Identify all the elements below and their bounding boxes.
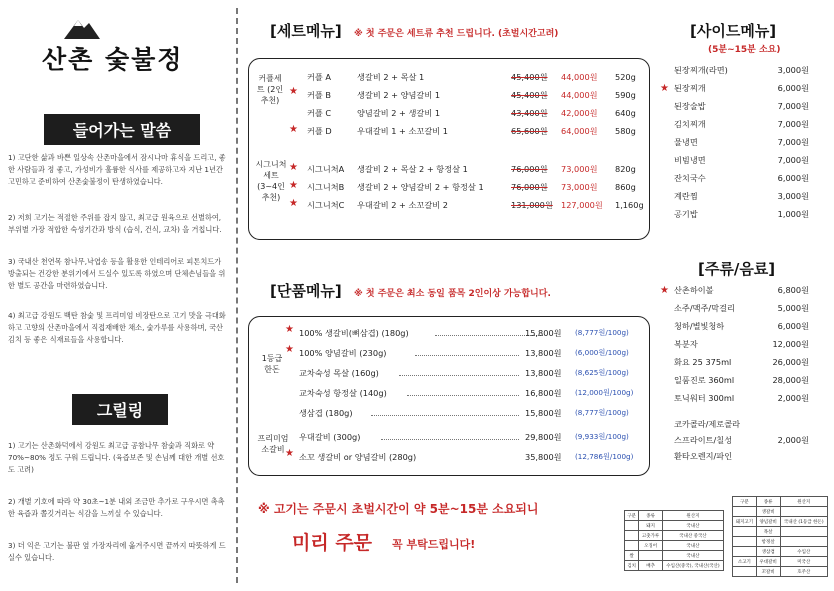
menu-row[interactable]: 우대갈비 (300g) 29,800원 (9,933원/100g) xyxy=(299,432,629,442)
side-menu-item[interactable]: 된장찌개 6,000원 xyxy=(674,83,809,93)
drinks-title: [주류/음료] xyxy=(698,260,776,278)
menu-row[interactable]: 시그니처B 생갈비 2 + 양념갈비 2 + 항정살 1 76,000원 73,000원 860g xyxy=(307,182,636,192)
side-menu-item[interactable]: 된장술밥 7,000원 xyxy=(674,101,809,111)
set-menu-title: [세트메뉴] xyxy=(270,22,342,40)
star-icon: ★ xyxy=(289,180,298,191)
menu-row[interactable]: 교차숙성 항정살 (140g) 16,800원 (12,000원/100g) xyxy=(299,388,634,398)
menu-row[interactable]: 시그니처C 우대갈비 2 + 소꼬갈비 2 131,000원 127,000원 1,160g xyxy=(307,200,644,210)
side-menu-item[interactable]: 비빔냉면 7,000원 xyxy=(674,155,809,165)
drink-item[interactable]: 소주/맥주/막걸리 5,000원 xyxy=(674,303,809,313)
drink-item[interactable]: 복분자 12,000원 xyxy=(674,339,809,349)
order-notice-line1: ※ 고기는 주문시 초벌시간이 약 5분~15분 소요되니 xyxy=(258,502,539,516)
hanwoo-group-label: 1등급 한돈 xyxy=(261,354,283,374)
side-menu-title: [사이드메뉴] xyxy=(690,22,777,40)
menu-row[interactable]: 커플 C 양념갈비 2 + 생갈비 1 43,400원 42,000원 640g xyxy=(307,108,636,118)
star-icon: ★ xyxy=(289,124,298,135)
brand-name: 산촌 숯불정 xyxy=(42,45,184,74)
menu-row[interactable]: 커플 D 우대갈비 1 + 소꼬갈비 1 65,600원 64,000원 580g xyxy=(307,126,636,136)
menu-row[interactable]: 시그니처A 생갈비 2 + 목살 2 + 항정살 1 76,000원 73,000원 820g xyxy=(307,164,636,174)
origin-table-right: 구분 종류 원산지 생갈비 돼지고기 양념갈비 국내산 (1등급 한돈) 목살 항정살 생삼겹 수입산 소고기 우대갈비 미국산 꼬갈비 호주산 xyxy=(732,496,828,577)
single-menu-title: [단품메뉴] xyxy=(270,282,342,300)
star-icon: ★ xyxy=(285,324,294,335)
side-menu-item[interactable]: 김치찌개 7,000원 xyxy=(674,119,809,129)
star-icon: ★ xyxy=(289,162,298,173)
side-menu-item[interactable]: 계란찜 3,000원 xyxy=(674,191,809,201)
grilling-label: 그릴링 xyxy=(72,394,168,425)
grilling-item: 3) 더 익은 고기는 불판 옆 가장자리에 옮겨주시면 끝까지 따뜻하게 드실수 있습니다. xyxy=(8,541,226,562)
signature-set-label: 시그니처세트 (3~4인 추천) xyxy=(255,160,287,202)
drink-item[interactable]: 스프라이트/칠성 2,000원 xyxy=(674,435,809,445)
drink-item[interactable]: 산촌하이볼 6,800원 xyxy=(674,285,809,295)
menu-row[interactable]: 교차숙성 목살 (160g) 13,800원 (8,625원/100g) xyxy=(299,368,629,378)
side-menu-item[interactable]: 물냉면 7,000원 xyxy=(674,137,809,147)
star-icon: ★ xyxy=(660,83,669,94)
side-menu-item[interactable]: 공기밥 1,000원 xyxy=(674,209,809,219)
grilling-item: 2) 개별 기호에 따라 약 30초~1분 내외 조금만 추가로 구우시면 촉촉한 육즙과 쫄깃거리는 식감을 느끼실 수 있습니다. xyxy=(8,497,225,518)
menu-row[interactable]: 100% 양념갈비 (230g) 13,800원 (6,000원/100g) xyxy=(299,348,629,358)
mountain-logo-icon xyxy=(62,16,102,40)
menu-row[interactable]: 소꼬 생갈비 or 양념갈비 (280g) 35,800원 (12,786원/100g) xyxy=(299,452,634,462)
star-icon: ★ xyxy=(285,448,294,459)
drink-item[interactable]: 코카콜라/제로콜라 xyxy=(674,419,741,429)
menu-row[interactable]: 100% 생갈비(뼈삼겹) (180g) 15,800원 (8,777원/100g) xyxy=(299,328,629,338)
menu-row[interactable]: 커플 B 생갈비 2 + 양념갈비 1 45,400원 44,000원 590g xyxy=(307,90,636,100)
star-icon: ★ xyxy=(285,344,294,355)
order-notice-big: 미리 주문 xyxy=(292,532,373,554)
star-icon: ★ xyxy=(289,198,298,209)
set-menu-box xyxy=(248,58,650,240)
intro-item: 1) 고단한 삶과 바쁜 일상속 산촌마을에서 잠시나마 휴식을 드리고, 좋한 사람들과 정 좋고, 가성비가 훌륭한 식사를 제공하고자 지난 1년간 고민하고 준비하여 산촌숯불정이 탄생하였습니다. xyxy=(8,153,226,186)
drink-item[interactable]: 일품진로 360ml 28,000원 xyxy=(674,375,809,385)
column-divider xyxy=(236,8,238,583)
intro-label: 들어가는 말씀 xyxy=(44,114,200,145)
couple-set-label: 커플세트 (2인 추천) xyxy=(256,74,284,105)
side-menu-note: (5분~15분 소요) xyxy=(708,45,781,55)
drink-item[interactable]: 화요 25 375ml 26,000원 xyxy=(674,357,809,367)
menu-row[interactable]: 커플 A 생갈비 2 + 목살 1 45,400원 44,000원 520g xyxy=(307,72,636,82)
star-icon: ★ xyxy=(660,285,669,296)
star-icon: ★ xyxy=(289,86,298,97)
origin-table-left: 구분 종류 원산지 돼지 국내산 고춧가루 국내산 중국산 오징어 국내산 쌀 국내산 김치 배추 수입산(중국), 국내산(국산) xyxy=(624,510,724,571)
drinks-list xyxy=(660,284,814,464)
side-menu-item[interactable]: 잔치국수 6,000원 xyxy=(674,173,809,183)
premium-group-label: 프리미엄 소갈비 xyxy=(257,434,289,454)
intro-column xyxy=(0,0,236,591)
menu-row[interactable]: 생삼겹 (180g) 15,800원 (8,777원/100g) xyxy=(299,408,629,418)
drink-item[interactable]: 토닉워터 300ml 2,000원 xyxy=(674,393,809,403)
intro-item: 4) 최고급 강원도 백탄 참숯 및 프리미엄 비장탄으로 고기 맛을 극대화 하고 고향의 산촌마을에서 직접재배한 채소, 숯가루를 사용하며, 국산 김치 등 좋은 식재료들을 사용합니다. xyxy=(8,311,226,344)
side-menu-list xyxy=(660,64,814,224)
single-menu-box xyxy=(248,316,650,476)
intro-item: 3) 국내산 천연목 참나무,낙엽송 등을 활용한 인테리어로 피톤치드가 방출되는 건강한 분위기에서 드실수 있도록 하였으며 단체손님들을 위한 별도 공간을 마련하였습니다. xyxy=(8,257,226,290)
grilling-item: 1) 고기는 산촌화덕에서 강원도 최고급 공참나무 참숯과 직화로 약 70%~80% 정도 구워 드립니다. (육즙보존 및 손님께 대한 개별 선호도 고려) xyxy=(8,441,225,474)
set-menu-note: ※ 첫 주문은 세트류 추천 드립니다. (초벌시간고려) xyxy=(354,29,559,39)
side-menu-item[interactable]: 된장찌개(라면) 3,000원 xyxy=(674,65,809,75)
drink-item[interactable]: 환타오렌지/파인 xyxy=(674,451,733,461)
drink-item[interactable]: 청하/별빛청하 6,000원 xyxy=(674,321,809,331)
intro-item: 2) 저희 고기는 적절한 주위를 잡지 않고, 최고급 원육으로 선별하여, 부위별 가장 적합한 숙성기간과 방식 (습식, 건식, 교차) 을 거칩니다. xyxy=(8,213,222,234)
single-menu-note: ※ 첫 주문은 최소 동일 품목 2인이상 가능합니다. xyxy=(354,289,551,299)
order-notice-rest: 꼭 부탁드립니다! xyxy=(392,538,476,551)
